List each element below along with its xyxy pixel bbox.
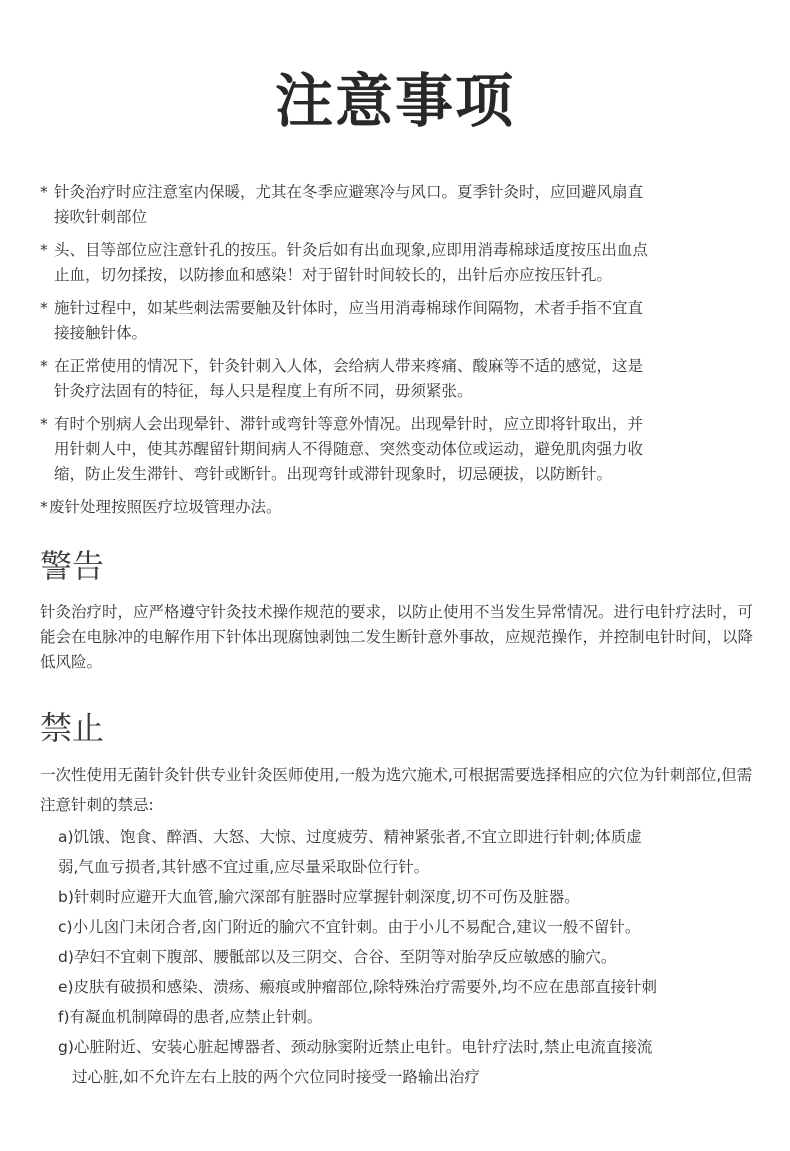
- page-title: 注意事项: [274, 67, 515, 135]
- asterisk: *: [40, 183, 48, 201]
- warning-heading: 警告: [40, 547, 105, 585]
- note-item: * 在正常使用的情况下，针灸针刺入人体，会给病人带来疼痛、酸麻等不适的感觉，这是 针灸疗法固有的特征，每人只是程度上有所不同，毋须紧张。: [40, 354, 755, 404]
- note-item: * 针灸治疗时应注意室内保暖，尤其在冬季应避寒冷与风口。夏季针灸时，应回避风扇直 接吹针刺部位: [40, 180, 755, 230]
- asterisk: *: [40, 415, 48, 433]
- asterisk: *: [40, 357, 48, 375]
- forbidden-item-f: f)有凝血机制障碍的患者,应禁止针刺。: [58, 1008, 323, 1026]
- forbidden-item-d: d)孕妇不宜刺下腹部、腰骶部以及三阴交、合谷、至阴等对胎孕反应敏感的腧穴。: [58, 948, 617, 966]
- notes-list: [40, 180, 755, 528]
- asterisk: *: [40, 498, 48, 516]
- note-item: * 头、目等部位应注意针孔的按压。针灸后如有出血现象,应即用消毒棉球适度按压出血点 止血，切勿揉按，以防掺血和感染！对于留针时间较长的，出针后亦应按压针孔。: [40, 238, 755, 288]
- forbidden-item-e: e)皮肤有破损和感染、溃疡、瘢痕或肿瘤部位,除特殊治疗需要外,均不应在患部直接针刺: [58, 978, 657, 996]
- forbidden-heading: 禁止: [40, 709, 105, 747]
- note-item: * 废针处理按照医疗垃圾管理办法。: [40, 495, 755, 520]
- forbidden-item-a: a)饥饿、饱食、醉酒、大怒、大惊、过度疲劳、精神紧张者,不宜立即进行针刺;体质虚 弱,气血亏损者,其针感不宜过重,应尽量采取卧位行针。: [58, 828, 642, 876]
- note-item: * 施针过程中，如某些刺法需要触及针体时，应当用消毒棉球作间隔物，术者手指不宜直 接接触针体。: [40, 296, 755, 346]
- asterisk: *: [40, 241, 48, 259]
- forbidden-item-c: c)小儿囟门未闭合者,囟门附近的腧穴不宜针刺。由于小儿不易配合,建议一般不留针。: [58, 918, 641, 936]
- forbidden-intro: 一次性使用无菌针灸针供专业针灸医师使用,一般为选穴施术,可根据需要选择相应的穴位为针刺部位,但需注意针刺的禁忌:: [40, 766, 753, 814]
- asterisk: *: [40, 299, 48, 317]
- forbidden-item-g: g)心脏附近、安装心脏起博器者、颈动脉窦附近禁止电针。电针疗法时,禁止电流直接流 过心脏,如不允许左右上肢的两个穴位同时接受一路输出治疗: [58, 1038, 653, 1086]
- forbidden-item-b: b)针刺时应避开大血管,腧穴深部有脏器时应掌握针刺深度,切不可伤及脏器。: [58, 888, 580, 906]
- forbidden-list: [58, 822, 758, 1092]
- warning-text: 针灸治疗时，应严格遵守针灸技术操作规范的要求，以防止使用不当发生异常情况。进行电针疗法时，可能会在电脉冲的电解作用下针体出现腐蚀剥蚀二发生断针意外事故，应规范操作，并控制电针时间，以降低风险。: [40, 603, 754, 671]
- note-item: * 有时个别病人会出现晕针、滞针或弯针等意外情况。出现晕针时，应立即将针取出，并 用针刺人中，使其苏醒留针期间病人不得随意、突然变动体位或运动，避免肌肉强力收 缩，防止发生滞针、弯针或断针。出现弯针或滞针现象时，切忌硬拔，以防断针。: [40, 412, 755, 487]
